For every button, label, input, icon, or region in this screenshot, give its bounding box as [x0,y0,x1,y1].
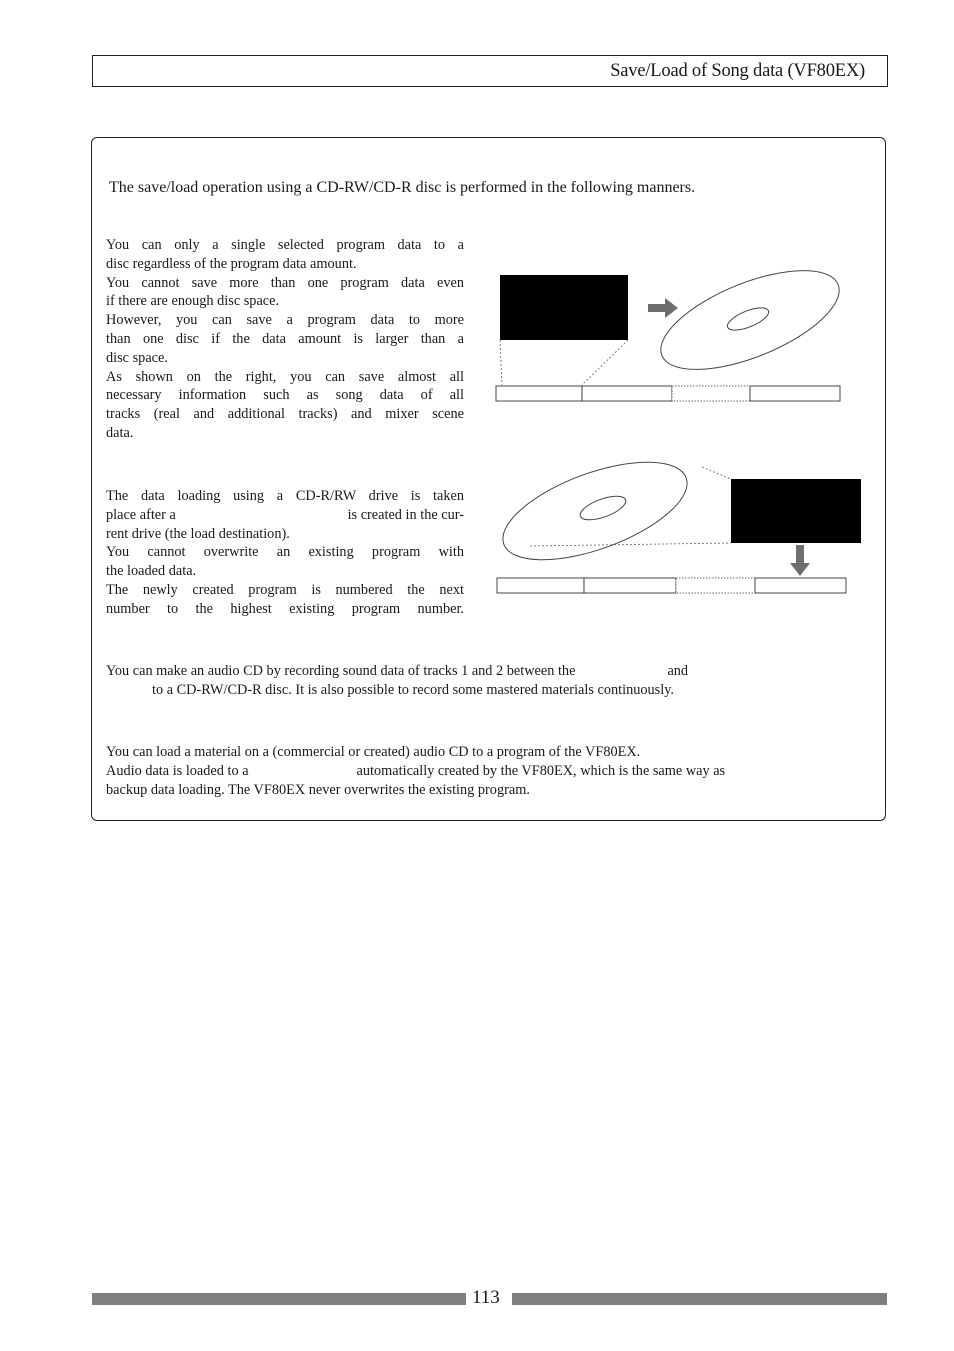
audio-cd-line [106,662,866,681]
track-segment [584,578,676,593]
save-section-text [106,236,464,443]
arrow-down-icon [790,545,810,576]
page-header [92,55,888,87]
audio-load-line-part: automatically created by the VF80EX, which is the same way as [356,762,726,779]
track-segment-dotted [676,578,755,593]
save-line: if there are enough disc space. [106,293,280,310]
save-line: You cannot save more than one program data even [106,274,464,291]
save-diagram [490,268,850,408]
load-line: the loaded data. [106,563,197,580]
save-line: disc regardless of the program data amount. [106,255,357,272]
load-line-part: place after a [106,506,176,523]
save-line: disc space. [106,349,168,366]
track-segment [755,578,846,593]
audio-cd-line-part: and [667,663,689,679]
footer-bar-left [92,1293,466,1305]
audio-load-line [106,762,866,781]
track-segment-dotted [672,386,750,401]
save-line: As shown on the right, you can save almost all [106,368,464,385]
audio-cd-section-text [106,662,866,700]
track-segment [750,386,840,401]
track-segment [582,386,672,401]
save-line: You can only a single selected program data to a [106,237,464,253]
load-line-part: is created in the cur- [347,506,464,523]
header-title: Save/Load of Song data (VF80EX) [610,61,865,81]
load-line: The data loading using a CD-R/RW drive is taken [106,488,464,504]
load-line: You cannot overwrite an existing program with [106,544,464,561]
save-line: than one disc if the data amount is larger than a [106,330,464,347]
program-data-block [731,479,861,543]
load-line: rent drive (the load destination). [106,525,290,542]
arrow-right-icon [648,298,678,318]
program-data-block [500,275,628,340]
audio-load-line-part: Audio data is loaded to a [106,762,249,779]
audio-load-section-text [106,743,866,799]
save-line: tracks (real and additional tracks) and mixer scene [106,406,464,423]
disc-icon [648,268,850,390]
audio-load-line: backup data loading. The VF80EX never overwrites the existing program. [106,781,530,798]
load-diagram [490,458,870,603]
save-line: necessary information such as song data of all [106,387,464,404]
footer-bar-right [512,1293,887,1305]
load-line: The newly created program is numbered the next [106,581,464,598]
save-line: However, you can save a program data to more [106,312,464,329]
track-segment [497,578,584,593]
load-line-with-gap [106,506,464,525]
load-line: number to the highest existing program number. [106,600,464,617]
audio-cd-line-part: You can make an audio CD by recording sound data of tracks 1 and 2 between the [106,663,576,679]
audio-load-line: You can load a material on a (commercial or created) audio CD to a program of the VF80EX. [106,744,641,760]
save-line: data. [106,424,134,441]
intro-text: The save/load operation using a CD-RW/CD-R disc is performed in the following manners. [109,179,696,196]
track-segment [496,386,582,401]
audio-cd-line: to a CD-RW/CD-R disc. It is also possible to record some mastered materials continuously. [152,681,675,698]
page-number: 113 [472,1287,500,1308]
load-section-text [106,487,464,619]
